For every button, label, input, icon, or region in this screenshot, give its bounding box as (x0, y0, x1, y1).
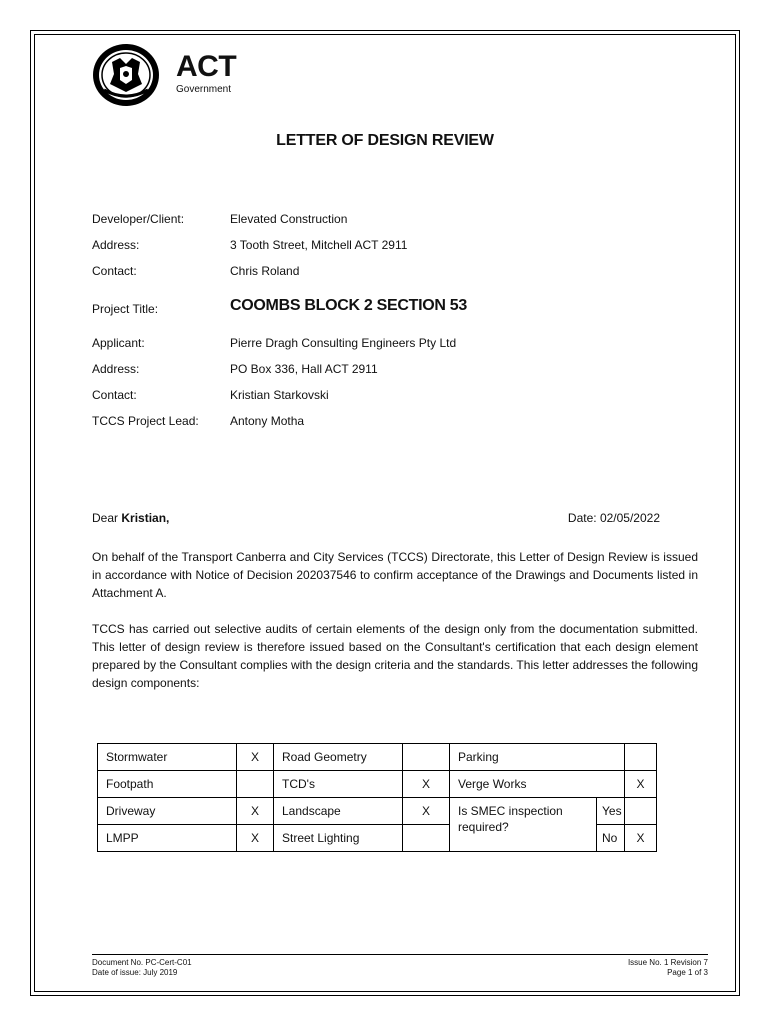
table-cell: Footpath (98, 771, 237, 798)
detail-value: Pierre Dragh Consulting Engineers Pty Ltd (230, 336, 457, 350)
salutation-name: Kristian, (121, 511, 170, 525)
table-cell: Landscape (274, 798, 403, 825)
logo-text: ACT (176, 50, 237, 83)
table-cell: LMPP (98, 825, 237, 852)
table-cell-question: Is SMEC inspection required? (450, 798, 597, 852)
detail-value: PO Box 336, Hall ACT 2911 (230, 362, 378, 376)
footer-date-of-issue: Date of issue: July 2019 (92, 968, 178, 977)
table-cell: Street Lighting (274, 825, 403, 852)
detail-label: Address: (92, 238, 140, 252)
footer-issue: Issue No. 1 Revision 7 (627, 958, 708, 967)
footer-document-number: Document No. PC-Cert-C01 (92, 958, 192, 967)
table-cell: Road Geometry (274, 744, 403, 771)
table-cell-mark (403, 825, 450, 852)
table-cell-mark (403, 744, 450, 771)
detail-label: Contact: (92, 264, 137, 278)
detail-value: Kristian Starkovski (230, 388, 329, 402)
table-cell-mark: X (625, 771, 657, 798)
design-components-table (97, 743, 657, 852)
body-paragraph-1: On behalf of the Transport Canberra and City Services (TCCS) Directorate, this Letter of Design Review is issued in accordance with Notice of Decision 202037546 to confirm acceptance of the Drawings and Documents listed in Attachment A. (92, 550, 698, 600)
table-cell: Yes (597, 798, 625, 825)
footer-divider (92, 954, 708, 955)
table-cell-mark: X (237, 825, 274, 852)
table-cell: TCD's (274, 771, 403, 798)
detail-label: Developer/Client: (92, 212, 185, 226)
table-cell-mark (625, 744, 657, 771)
detail-value: Chris Roland (230, 264, 300, 278)
table-cell: Stormwater (98, 744, 237, 771)
detail-value: 3 Tooth Street, Mitchell ACT 2911 (230, 238, 408, 252)
table-cell-mark: X (237, 744, 274, 771)
detail-label: Address: (92, 362, 140, 376)
table-cell: No (597, 825, 625, 852)
salutation (92, 511, 169, 525)
footer-right (628, 958, 708, 978)
table-row (98, 771, 657, 798)
detail-label: Applicant: (92, 336, 145, 350)
body-paragraph-2: TCCS has carried out selective audits of certain elements of the design only from the documentation submitted. This letter of design review is therefore issued based on the Consultant's certification that each design element prepared by the Consultant complies with the design criteria and the standards. This letter addresses the following design components: (92, 622, 698, 690)
table-cell: Parking (450, 744, 625, 771)
table-cell: Driveway (98, 798, 237, 825)
detail-value: Antony Motha (230, 414, 305, 428)
detail-label: TCCS Project Lead: (92, 414, 199, 428)
table-cell-mark: X (237, 798, 274, 825)
detail-label: Project Title: (92, 302, 159, 316)
logo-subtext: Government (176, 84, 232, 95)
table-cell-mark: X (403, 771, 450, 798)
table-cell-mark (625, 798, 657, 825)
table-row (98, 798, 657, 825)
document-title: LETTER OF DESIGN REVIEW (276, 132, 494, 149)
footer-page-number: Page 1 of 3 (667, 968, 708, 977)
table-cell: Verge Works (450, 771, 625, 798)
letter-date: Date: 02/05/2022 (567, 511, 660, 525)
table-cell-mark: X (625, 825, 657, 852)
salutation-prefix: Dear (92, 511, 119, 525)
detail-label: Contact: (92, 388, 137, 402)
table-row (98, 744, 657, 771)
table-cell-mark (237, 771, 274, 798)
project-title-value: COOMBS BLOCK 2 SECTION 53 (230, 297, 467, 314)
table-cell-mark: X (403, 798, 450, 825)
detail-value: Elevated Construction (230, 212, 348, 226)
footer-left (92, 958, 192, 978)
